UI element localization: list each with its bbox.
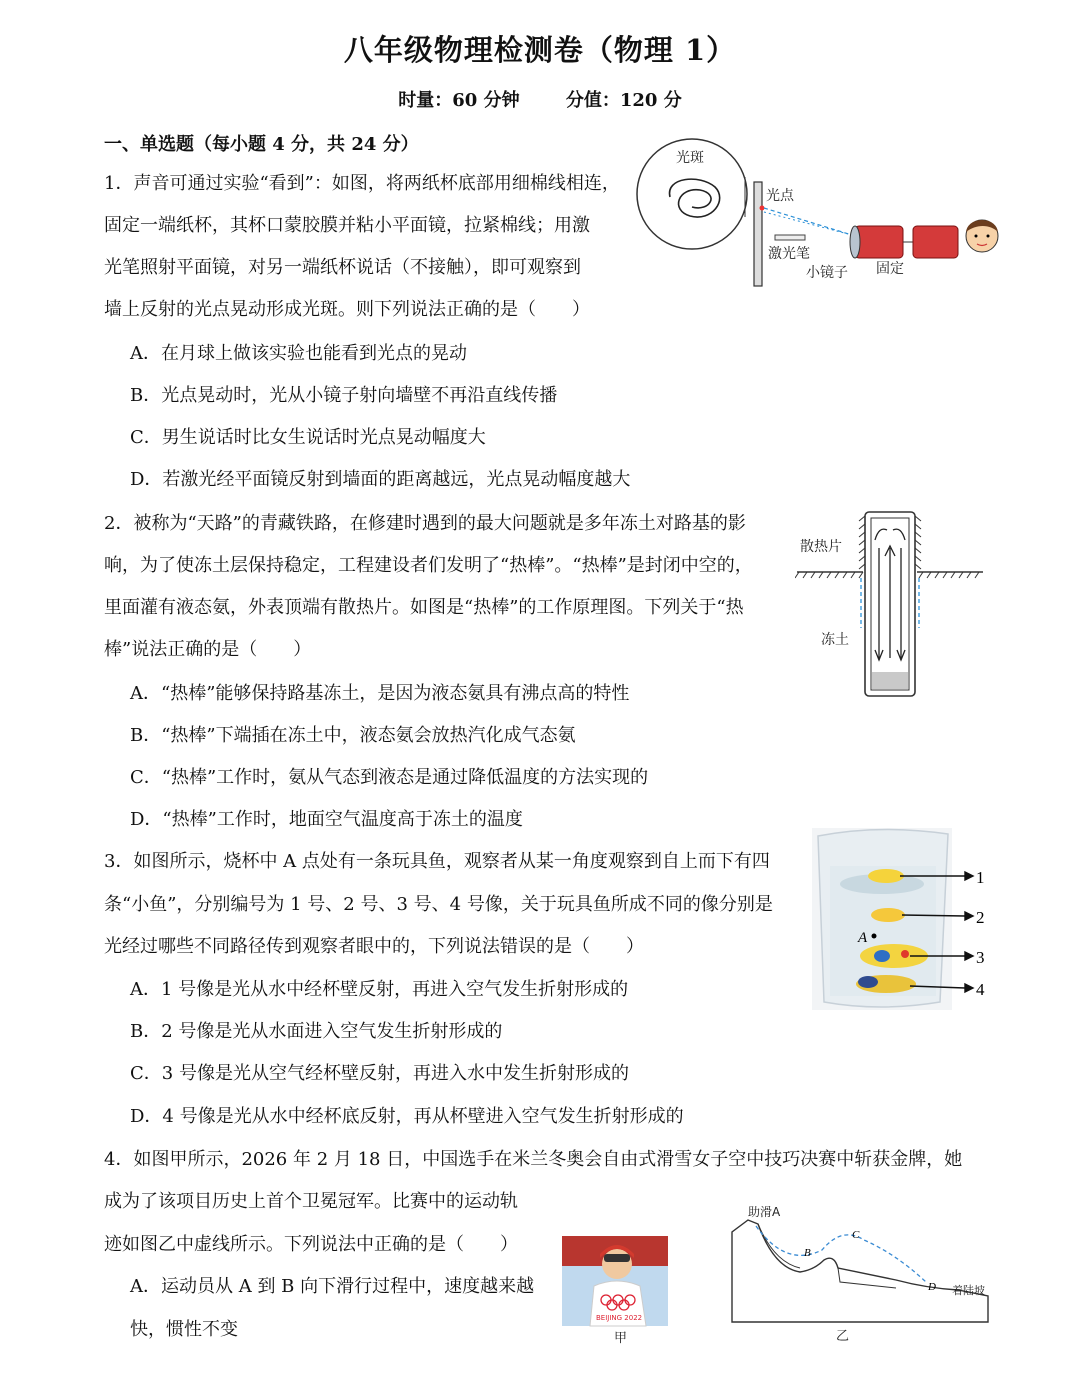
q2-line: 响，为了使冻土层保持稳定，工程建设者们发明了“热棒”。“热棒”是封闭中空的，: [104, 555, 753, 576]
q1-option-b: B．光点晃动时，光从小镜子射向墙壁不再沿直线传播: [130, 385, 558, 406]
mirror: [850, 226, 860, 258]
fish-image-1: [868, 869, 904, 883]
point-label: 光点: [766, 188, 794, 204]
q1-line: 1．声音可通过实验“看到”：如图，将两纸杯底部用细棉线相连，: [104, 173, 620, 194]
image-label-4: 4: [976, 980, 985, 999]
q2-option-d: D．“热棒”工作时，地面空气温度高于冻土的温度: [130, 809, 523, 830]
time-limit: 时量：60 分钟: [398, 90, 520, 111]
scribble-icon: [670, 179, 720, 217]
q2-heat-rod-figure: [795, 508, 990, 703]
photo-caption: 甲: [614, 1331, 628, 1346]
athlete-face: [602, 1249, 632, 1279]
q2-option-b: B．“热棒”下端插在冻土中，液态氨会放热汽化成气态氨: [130, 725, 576, 746]
q3-option-a: A．1 号像是光从水中经杯壁反射，再进入空气发生折射形成的: [130, 979, 629, 1000]
spot-label: 光斑: [676, 150, 704, 166]
image-label-2: 2: [976, 908, 985, 927]
laser-pen: [775, 235, 805, 240]
q4-line: 成为了该项目历史上首个卫冕冠军。比赛中的运动轨: [104, 1191, 518, 1212]
liquid-ammonia: [872, 672, 908, 689]
q4-athlete-photo: [562, 1236, 674, 1346]
cup-right: [913, 226, 958, 258]
point-a-label: A: [858, 930, 868, 946]
image-label-3: 3: [976, 948, 985, 967]
q1-laser-figure: [630, 132, 1010, 292]
light-point: [760, 206, 765, 211]
laser-label: 激光笔: [768, 246, 810, 262]
wall: [754, 182, 762, 286]
exam-info: [0, 86, 1080, 112]
q3-line: 条“小鱼”，分别编号为 1 号、2 号、3 号、4 号像，关于玩具鱼所成不同的像分别是: [104, 894, 773, 915]
q2-line: 里面灌有液态氨，外表顶端有散热片。如图是“热棒”的工作原理图。下列关于“热: [104, 597, 744, 618]
q1-option-a: A．在月球上做该实验也能看到光点的晃动: [130, 343, 467, 364]
q3-option-d: D．4 号像是光从水中经杯底反射，再从杯壁进入空气发生折射形成的: [130, 1106, 684, 1127]
q2-line: 2．被称为“天路”的青藏铁路，在修建时遇到的最大问题就是多年冻土对路基的影: [104, 513, 746, 534]
point-d: D: [928, 1281, 936, 1293]
q1-option-c: C．男生说话时比女生说话时光点晃动幅度大: [130, 427, 486, 448]
section-heading: 一、单选题（每小题 4 分，共 24 分）: [104, 134, 419, 155]
page-title: 八年级物理检测卷（物理 1）: [343, 33, 737, 67]
bib-text: BEIJING 2022: [596, 1314, 643, 1322]
q4-ski-diagram: [726, 1198, 996, 1350]
ramp-label: 助滑A: [748, 1205, 781, 1219]
q1-option-d: D．若激光经平面镜反射到墙面的距离越远，光点晃动幅度越大: [130, 469, 631, 490]
q4-option-a-cont: 快，惯性不变: [130, 1319, 238, 1340]
q1-line: 墙上反射的光点晃动形成光斑。则下列说法正确的是（ ）: [104, 299, 590, 320]
point-b: B: [804, 1247, 811, 1259]
cup-left: [855, 226, 903, 258]
q4-option-a: A．运动员从 A 到 B 向下滑行过程中，速度越来越: [130, 1276, 535, 1297]
point-c: C: [852, 1229, 860, 1241]
laser-beam: [764, 208, 852, 235]
q1-line: 固定一端纸杯，其杯口蒙胶膜并粘小平面镜，拉紧棉线；用激: [104, 215, 590, 236]
q2-line: 棒”说法正确的是（ ）: [104, 639, 312, 660]
fins-label: 散热片: [800, 539, 842, 555]
q2-option-c: C．“热棒”工作时，氨从气态到液态是通过降低温度的方法实现的: [130, 767, 649, 788]
q3-option-c: C．3 号像是光从空气经杯壁反射，再进入水中发生折射形成的: [130, 1063, 629, 1084]
diagram-caption: 乙: [836, 1329, 850, 1344]
q3-line: 光经过哪些不同路径传到观察者眼中的，下列说法错误的是（ ）: [104, 936, 644, 957]
landing-label: 着陆坡: [952, 1284, 985, 1297]
q3-option-b: B．2 号像是光从水面进入空气发生折射形成的: [130, 1021, 503, 1042]
fish-image-2: [871, 908, 905, 922]
q3-beaker-figure: [810, 826, 1000, 1012]
fixed-label: 固定: [876, 261, 904, 277]
total-score: 分值：120 分: [565, 90, 682, 111]
q4-line: 4．如图甲所示，2026 年 2 月 18 日，中国选手在米兰冬奥会自由式滑雪女子空中技巧决赛中斩获金牌，她: [104, 1149, 963, 1170]
q4-line: 迹如图乙中虚线所示。下列说法中正确的是（ ）: [104, 1234, 518, 1255]
image-label-1: 1: [976, 868, 985, 887]
ski-slope: [732, 1220, 988, 1322]
frozen-label: 冻土: [821, 632, 849, 648]
q2-option-a: A．“热棒”能够保持路基冻土，是因为液态氨具有沸点高的特性: [130, 683, 630, 704]
mirror-label: 小镜子: [806, 265, 848, 281]
q3-line: 3．如图所示，烧杯中 A 点处有一条玩具鱼，观察者从某一角度观察到自上而下有四: [104, 851, 770, 872]
q1-line: 光笔照射平面镜，对另一端纸杯说话（不接触），即可观察到: [104, 257, 581, 278]
